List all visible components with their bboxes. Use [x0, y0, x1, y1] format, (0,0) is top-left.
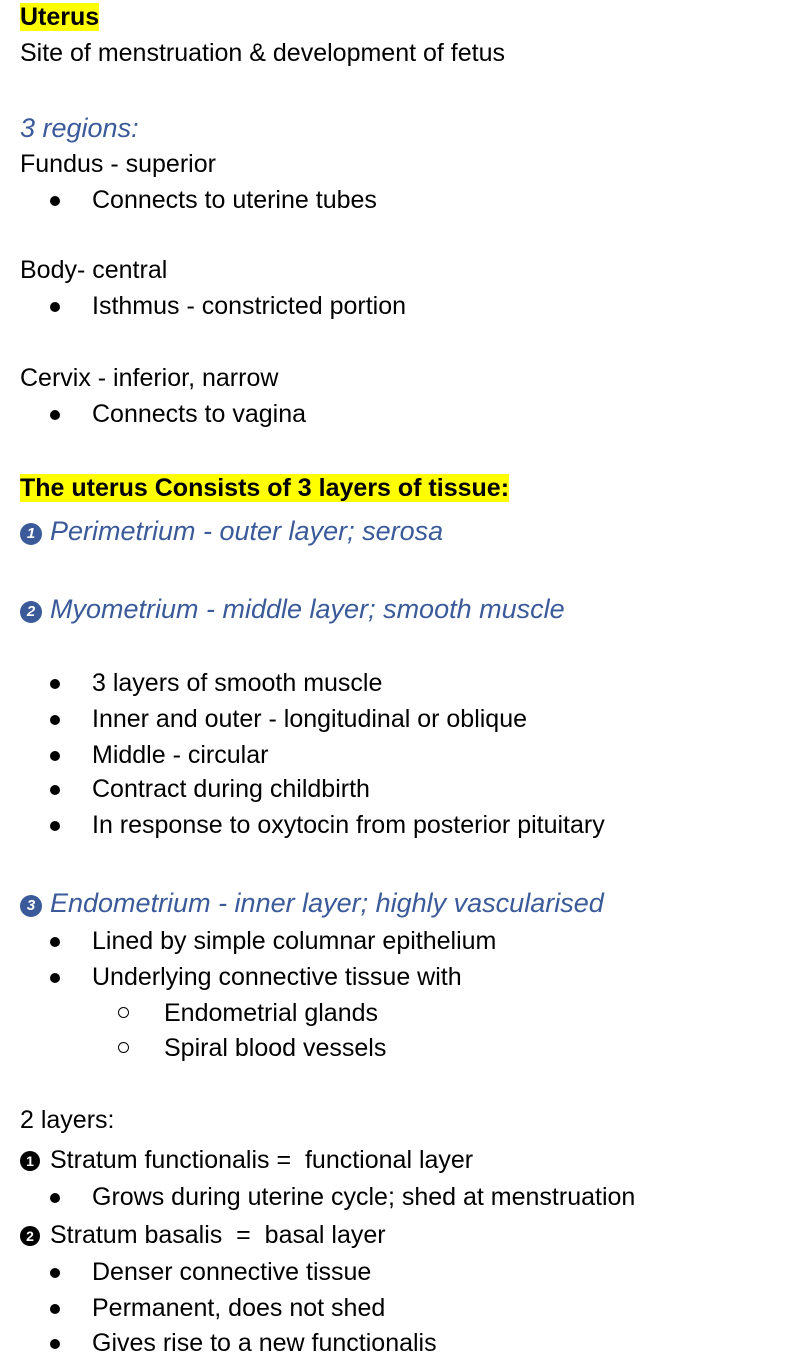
- region-label: Body- central: [20, 256, 168, 284]
- stratum-functionalis-heading: 1 Stratum functionalis = functional layer: [20, 1145, 473, 1175]
- bullet-icon: [50, 1193, 60, 1203]
- layers-heading: The uterus Consists of 3 layers of tissue:: [20, 474, 510, 502]
- stratum-basalis-heading: 2 Stratum basalis = basal layer: [20, 1220, 386, 1250]
- regions-heading: 3 regions:: [20, 113, 139, 143]
- region-label: Cervix - inferior, narrow: [20, 364, 279, 392]
- bullet-icon: [50, 302, 60, 312]
- bullet-icon: [50, 1268, 60, 1278]
- bullet-icon: [50, 785, 60, 795]
- bullet-icon: [50, 821, 60, 831]
- number-1-icon: 1: [20, 523, 42, 545]
- two-layers-heading: 2 layers:: [20, 1106, 115, 1134]
- bullet-icon: [50, 751, 60, 761]
- layer-heading-endometrium: 3 Endometrium - inner layer; highly vascularised: [20, 888, 604, 918]
- number-3-icon: 3: [20, 895, 42, 917]
- number-1-icon: 1: [20, 1151, 40, 1171]
- bullet-icon: [50, 937, 60, 947]
- title: Uterus: [20, 3, 100, 31]
- region-label: Fundus - superior: [20, 150, 216, 178]
- bullet-icon: [50, 196, 60, 206]
- bullet-icon: [50, 410, 60, 420]
- number-2-icon: 2: [20, 1226, 40, 1246]
- bullet-icon: [50, 715, 60, 725]
- bullet-icon: [50, 679, 60, 689]
- bullet-icon: [50, 1304, 60, 1314]
- number-2-icon: 2: [20, 601, 42, 623]
- bullet-icon: [50, 973, 60, 983]
- layer-heading-myometrium: 2 Myometrium - middle layer; smooth muscle: [20, 594, 565, 624]
- bullet-icon: [50, 1339, 60, 1349]
- layer-heading-perimetrium: 1 Perimetrium - outer layer; serosa: [20, 516, 443, 546]
- subtitle: Site of menstruation & development of fetus: [20, 39, 505, 67]
- circle-bullet-icon: [118, 1007, 129, 1018]
- circle-bullet-icon: [118, 1042, 129, 1053]
